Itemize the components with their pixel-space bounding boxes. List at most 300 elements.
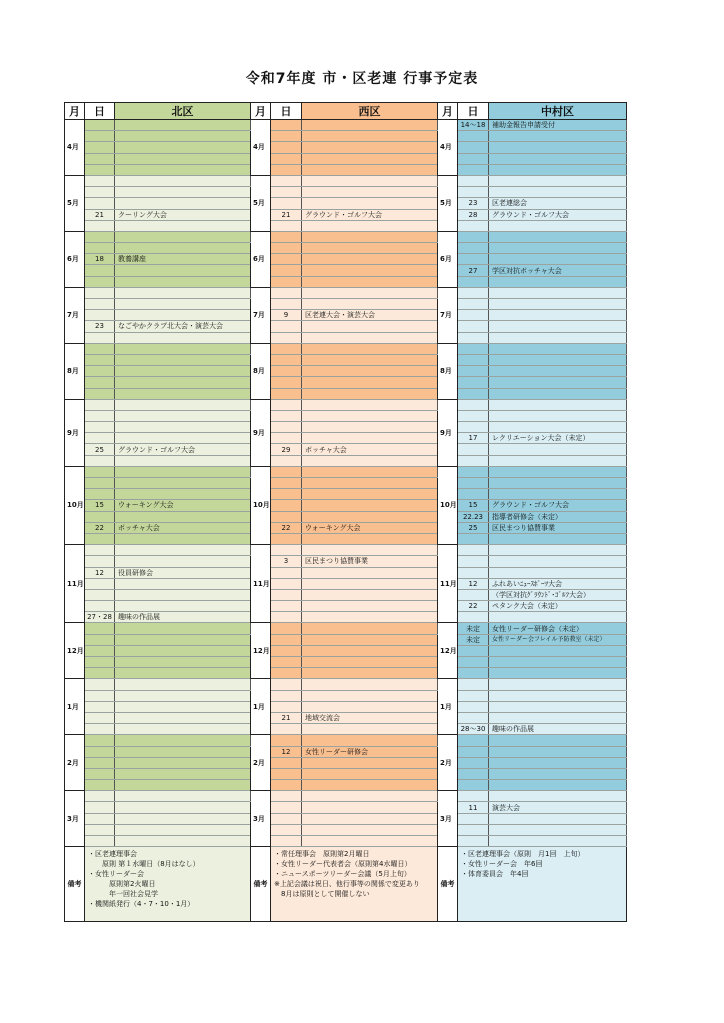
event-day xyxy=(85,657,115,668)
event-day xyxy=(458,354,489,365)
event-day: 22 xyxy=(85,522,115,533)
event-day xyxy=(271,645,302,656)
event-day xyxy=(271,668,302,679)
event-name xyxy=(489,321,627,332)
event-day xyxy=(85,332,115,343)
event-day xyxy=(458,757,489,768)
event-name xyxy=(115,231,251,242)
event-name xyxy=(302,366,438,377)
event-name xyxy=(302,455,438,466)
event-day xyxy=(458,243,489,254)
event-day xyxy=(85,265,115,276)
event-name: ペタンク大会（未定） xyxy=(489,601,627,612)
event-name xyxy=(302,634,438,645)
month-label-kita: 2月 xyxy=(65,735,85,791)
notes-nishi xyxy=(271,847,438,922)
event-day xyxy=(271,265,302,276)
event-day xyxy=(458,175,489,186)
event-name xyxy=(302,287,438,298)
event-day xyxy=(85,187,115,198)
page-title: 令和7年度 市・区老連 行事予定表 xyxy=(245,71,479,87)
event-day xyxy=(85,343,115,354)
event-name xyxy=(489,332,627,343)
event-name xyxy=(489,466,627,477)
notes-kita xyxy=(85,847,251,922)
event-day xyxy=(458,131,489,142)
event-day xyxy=(458,187,489,198)
month-line xyxy=(65,623,627,634)
event-day xyxy=(458,444,489,455)
event-name xyxy=(115,623,251,634)
event-day xyxy=(271,589,302,600)
event-day xyxy=(85,780,115,791)
month-line xyxy=(65,377,627,388)
note-line: ・区老連理事会（原則 月1回 上旬） xyxy=(461,850,585,859)
event-day xyxy=(458,254,489,265)
event-day xyxy=(85,668,115,679)
event-day xyxy=(271,377,302,388)
event-name xyxy=(302,187,438,198)
note-line: ・女性リーダー会 xyxy=(88,870,144,879)
event-name: ボッチャ大会 xyxy=(115,522,251,533)
month-line xyxy=(65,645,627,656)
event-name xyxy=(302,791,438,802)
event-day xyxy=(271,455,302,466)
event-name xyxy=(302,175,438,186)
month-line xyxy=(65,332,627,343)
event-day: 25 xyxy=(458,522,489,533)
event-day xyxy=(458,612,489,623)
event-name xyxy=(115,220,251,231)
event-name xyxy=(115,545,251,556)
month-line xyxy=(65,735,627,746)
month-label-nishi: 3月 xyxy=(251,791,271,847)
notes-row xyxy=(65,847,627,922)
event-day xyxy=(271,388,302,399)
event-name: 区民まつり協賛事業 xyxy=(302,556,438,567)
month-line xyxy=(65,813,627,824)
month-line xyxy=(65,780,627,791)
event-day xyxy=(271,757,302,768)
event-name xyxy=(302,354,438,365)
event-day xyxy=(85,768,115,779)
event-day xyxy=(458,388,489,399)
event-name: 区民まつり協賛事業 xyxy=(489,522,627,533)
notes-label-nishi: 備考 xyxy=(251,847,271,922)
month-line xyxy=(65,254,627,265)
event-day xyxy=(85,545,115,556)
month-line xyxy=(65,601,627,612)
month-label-nakamura: 9月 xyxy=(438,399,458,466)
event-day xyxy=(85,478,115,489)
month-line xyxy=(65,187,627,198)
event-day xyxy=(85,175,115,186)
month-label-nishi: 9月 xyxy=(251,399,271,466)
month-line xyxy=(65,343,627,354)
event-day xyxy=(271,657,302,668)
event-day xyxy=(271,254,302,265)
month-line xyxy=(65,131,627,142)
header-month-nishi: 月 xyxy=(251,103,271,120)
month-line xyxy=(65,668,627,679)
note-line: ・区老連理事会 xyxy=(88,850,137,859)
event-day: 14～18 xyxy=(458,120,489,131)
event-day xyxy=(458,589,489,600)
month-label-kita: 8月 xyxy=(65,343,85,399)
event-name xyxy=(115,768,251,779)
event-name xyxy=(302,668,438,679)
note-line: ※上記会議は祝日、他行事等の関係で変更あり xyxy=(274,880,420,889)
month-line xyxy=(65,276,627,287)
month-label-kita: 12月 xyxy=(65,623,85,679)
note-line: ・ニュースポーツリーダー会議（5月上旬） xyxy=(274,870,411,879)
event-name xyxy=(115,142,251,153)
event-day xyxy=(458,489,489,500)
event-day xyxy=(85,399,115,410)
month-line xyxy=(65,746,627,757)
month-label-nishi: 1月 xyxy=(251,679,271,735)
month-line xyxy=(65,310,627,321)
note-line: 原則 第１水曜日（8月はなし） xyxy=(88,860,200,869)
event-day xyxy=(458,657,489,668)
event-day xyxy=(85,735,115,746)
event-day xyxy=(85,220,115,231)
event-name xyxy=(115,388,251,399)
event-day xyxy=(458,366,489,377)
event-day xyxy=(85,287,115,298)
month-label-nakamura: 1月 xyxy=(438,679,458,735)
event-name: 女性リーダー会フレイル予防教室（未定） xyxy=(489,634,627,645)
event-name xyxy=(489,187,627,198)
event-day xyxy=(458,478,489,489)
event-day xyxy=(458,768,489,779)
event-name xyxy=(115,198,251,209)
event-name xyxy=(489,343,627,354)
month-label-kita: 10月 xyxy=(65,466,85,544)
event-day xyxy=(271,802,302,813)
event-day: 12 xyxy=(458,578,489,589)
event-name xyxy=(115,690,251,701)
event-name xyxy=(489,399,627,410)
event-day xyxy=(85,310,115,321)
event-name xyxy=(115,478,251,489)
event-name xyxy=(489,813,627,824)
event-name xyxy=(115,287,251,298)
event-name xyxy=(489,142,627,153)
event-day xyxy=(271,187,302,198)
event-name: 教養講座 xyxy=(115,254,251,265)
event-day xyxy=(271,354,302,365)
event-name xyxy=(302,824,438,835)
event-name xyxy=(489,310,627,321)
month-label-kita: 5月 xyxy=(65,175,85,231)
event-name xyxy=(489,657,627,668)
event-name xyxy=(489,354,627,365)
event-name xyxy=(302,836,438,847)
month-label-nakamura: 11月 xyxy=(438,545,458,623)
event-day xyxy=(458,321,489,332)
month-line xyxy=(65,153,627,164)
event-name xyxy=(302,410,438,421)
event-name xyxy=(302,466,438,477)
note-line: ・体育委員会 年4回 xyxy=(461,870,529,879)
header-day-kita: 日 xyxy=(85,103,115,120)
month-line xyxy=(65,198,627,209)
month-label-nishi: 10月 xyxy=(251,466,271,544)
event-name xyxy=(115,701,251,712)
note-line: 原則第2火曜日 xyxy=(88,880,156,889)
event-day xyxy=(85,757,115,768)
month-line xyxy=(65,500,627,511)
notes-label-nakamura: 備考 xyxy=(438,847,458,922)
event-name xyxy=(489,768,627,779)
month-line xyxy=(65,220,627,231)
month-line xyxy=(65,265,627,276)
event-day xyxy=(458,556,489,567)
event-name xyxy=(489,287,627,298)
event-name xyxy=(302,243,438,254)
event-day xyxy=(458,701,489,712)
event-name xyxy=(115,366,251,377)
event-day: 25 xyxy=(85,444,115,455)
event-day xyxy=(271,679,302,690)
month-label-nishi: 11月 xyxy=(251,545,271,623)
event-name xyxy=(302,231,438,242)
event-name xyxy=(115,422,251,433)
month-line xyxy=(65,175,627,186)
event-name xyxy=(489,175,627,186)
event-name xyxy=(115,724,251,735)
event-name xyxy=(302,265,438,276)
month-line xyxy=(65,354,627,365)
event-day xyxy=(85,712,115,723)
event-name xyxy=(115,556,251,567)
event-name xyxy=(489,164,627,175)
event-name: ウォーキング大会 xyxy=(115,500,251,511)
event-name xyxy=(115,276,251,287)
month-label-kita: 11月 xyxy=(65,545,85,623)
event-day: 12 xyxy=(85,567,115,578)
event-name xyxy=(489,556,627,567)
event-name xyxy=(489,780,627,791)
event-day: 23 xyxy=(85,321,115,332)
event-day xyxy=(458,690,489,701)
month-line xyxy=(65,724,627,735)
event-day xyxy=(85,455,115,466)
event-day xyxy=(458,645,489,656)
event-day xyxy=(85,422,115,433)
event-name xyxy=(302,276,438,287)
event-name xyxy=(115,164,251,175)
event-name xyxy=(489,254,627,265)
event-day xyxy=(458,287,489,298)
event-name xyxy=(302,813,438,824)
event-day xyxy=(85,131,115,142)
month-label-nakamura: 2月 xyxy=(438,735,458,791)
event-day xyxy=(85,366,115,377)
event-day xyxy=(458,220,489,231)
event-day xyxy=(271,791,302,802)
event-day xyxy=(85,836,115,847)
month-label-nishi: 4月 xyxy=(251,120,271,176)
event-day xyxy=(85,634,115,645)
event-name xyxy=(489,791,627,802)
event-name xyxy=(115,120,251,131)
event-day xyxy=(85,388,115,399)
month-line xyxy=(65,489,627,500)
event-day xyxy=(271,500,302,511)
month-label-kita: 6月 xyxy=(65,231,85,287)
event-name xyxy=(489,388,627,399)
event-name xyxy=(115,153,251,164)
event-name xyxy=(302,377,438,388)
event-name: グラウンド・ゴルフ大会 xyxy=(302,209,438,220)
month-label-nishi: 7月 xyxy=(251,287,271,343)
month-line xyxy=(65,287,627,298)
event-day xyxy=(85,164,115,175)
event-day: 15 xyxy=(85,500,115,511)
event-name: 区老連大会・演芸大会 xyxy=(302,310,438,321)
event-day xyxy=(458,153,489,164)
event-day: 22 xyxy=(458,601,489,612)
event-day xyxy=(271,366,302,377)
header-day-nishi: 日 xyxy=(271,103,302,120)
event-name xyxy=(115,791,251,802)
event-day xyxy=(458,836,489,847)
event-name xyxy=(489,545,627,556)
event-day xyxy=(271,478,302,489)
event-name xyxy=(115,310,251,321)
event-name: ウォーキング大会 xyxy=(302,522,438,533)
event-name xyxy=(302,690,438,701)
event-name xyxy=(115,131,251,142)
event-day xyxy=(271,623,302,634)
event-name xyxy=(302,299,438,310)
event-day xyxy=(271,276,302,287)
month-line xyxy=(65,366,627,377)
event-day xyxy=(85,623,115,634)
event-name: ボッチャ大会 xyxy=(302,444,438,455)
event-day xyxy=(458,813,489,824)
event-day xyxy=(85,299,115,310)
event-name xyxy=(115,578,251,589)
event-name xyxy=(302,724,438,735)
month-label-kita: 3月 xyxy=(65,791,85,847)
event-day xyxy=(458,791,489,802)
event-day: 17 xyxy=(458,433,489,444)
month-line xyxy=(65,578,627,589)
month-line xyxy=(65,444,627,455)
event-name xyxy=(115,645,251,656)
event-name xyxy=(115,299,251,310)
header-day-nakamura: 日 xyxy=(458,103,489,120)
event-name xyxy=(115,757,251,768)
event-day xyxy=(271,701,302,712)
event-day xyxy=(85,645,115,656)
event-name xyxy=(489,690,627,701)
month-line xyxy=(65,243,627,254)
event-day xyxy=(85,601,115,612)
month-line xyxy=(65,791,627,802)
event-name xyxy=(115,589,251,600)
event-day xyxy=(85,466,115,477)
event-name xyxy=(489,612,627,623)
event-day: 21 xyxy=(271,209,302,220)
event-day: 12 xyxy=(271,746,302,757)
event-name xyxy=(115,634,251,645)
event-day xyxy=(271,231,302,242)
event-day xyxy=(458,276,489,287)
event-name xyxy=(302,489,438,500)
event-day xyxy=(85,377,115,388)
event-name xyxy=(302,399,438,410)
event-day xyxy=(271,824,302,835)
month-label-kita: 9月 xyxy=(65,399,85,466)
event-name xyxy=(115,455,251,466)
event-day xyxy=(85,433,115,444)
note-line: ・女性リーダー会 年6回 xyxy=(461,860,543,869)
event-name xyxy=(115,410,251,421)
event-name xyxy=(302,511,438,522)
event-day xyxy=(85,489,115,500)
event-day xyxy=(271,321,302,332)
event-name xyxy=(302,533,438,544)
event-name xyxy=(302,757,438,768)
month-line xyxy=(65,299,627,310)
month-label-nakamura: 4月 xyxy=(438,120,458,176)
event-name xyxy=(302,578,438,589)
event-name xyxy=(302,612,438,623)
event-name xyxy=(302,153,438,164)
event-day xyxy=(85,198,115,209)
event-name xyxy=(302,198,438,209)
event-name: グラウンド・ゴルフ大会 xyxy=(489,209,627,220)
event-day xyxy=(458,399,489,410)
month-label-nakamura: 6月 xyxy=(438,231,458,287)
event-day xyxy=(85,533,115,544)
event-day xyxy=(85,354,115,365)
event-day xyxy=(271,120,302,131)
month-label-kita: 4月 xyxy=(65,120,85,176)
event-day xyxy=(85,511,115,522)
event-day xyxy=(85,791,115,802)
event-name xyxy=(115,354,251,365)
event-name: 役員研修会 xyxy=(115,567,251,578)
event-day: 15 xyxy=(458,500,489,511)
month-line xyxy=(65,422,627,433)
event-name xyxy=(489,478,627,489)
event-day: 27 xyxy=(458,265,489,276)
event-name xyxy=(489,824,627,835)
event-day: 29 xyxy=(271,444,302,455)
event-day xyxy=(458,343,489,354)
event-name: 補助金報告申請受付 xyxy=(489,120,627,131)
event-name xyxy=(489,220,627,231)
header-row xyxy=(65,103,627,120)
event-day xyxy=(271,735,302,746)
month-line xyxy=(65,433,627,444)
month-line xyxy=(65,634,627,645)
event-name xyxy=(115,836,251,847)
event-name xyxy=(115,746,251,757)
event-day xyxy=(458,679,489,690)
event-day xyxy=(271,287,302,298)
event-name xyxy=(115,343,251,354)
event-day xyxy=(458,310,489,321)
event-name: 指導者研修会（未定） xyxy=(489,511,627,522)
month-line xyxy=(65,545,627,556)
event-name xyxy=(489,746,627,757)
